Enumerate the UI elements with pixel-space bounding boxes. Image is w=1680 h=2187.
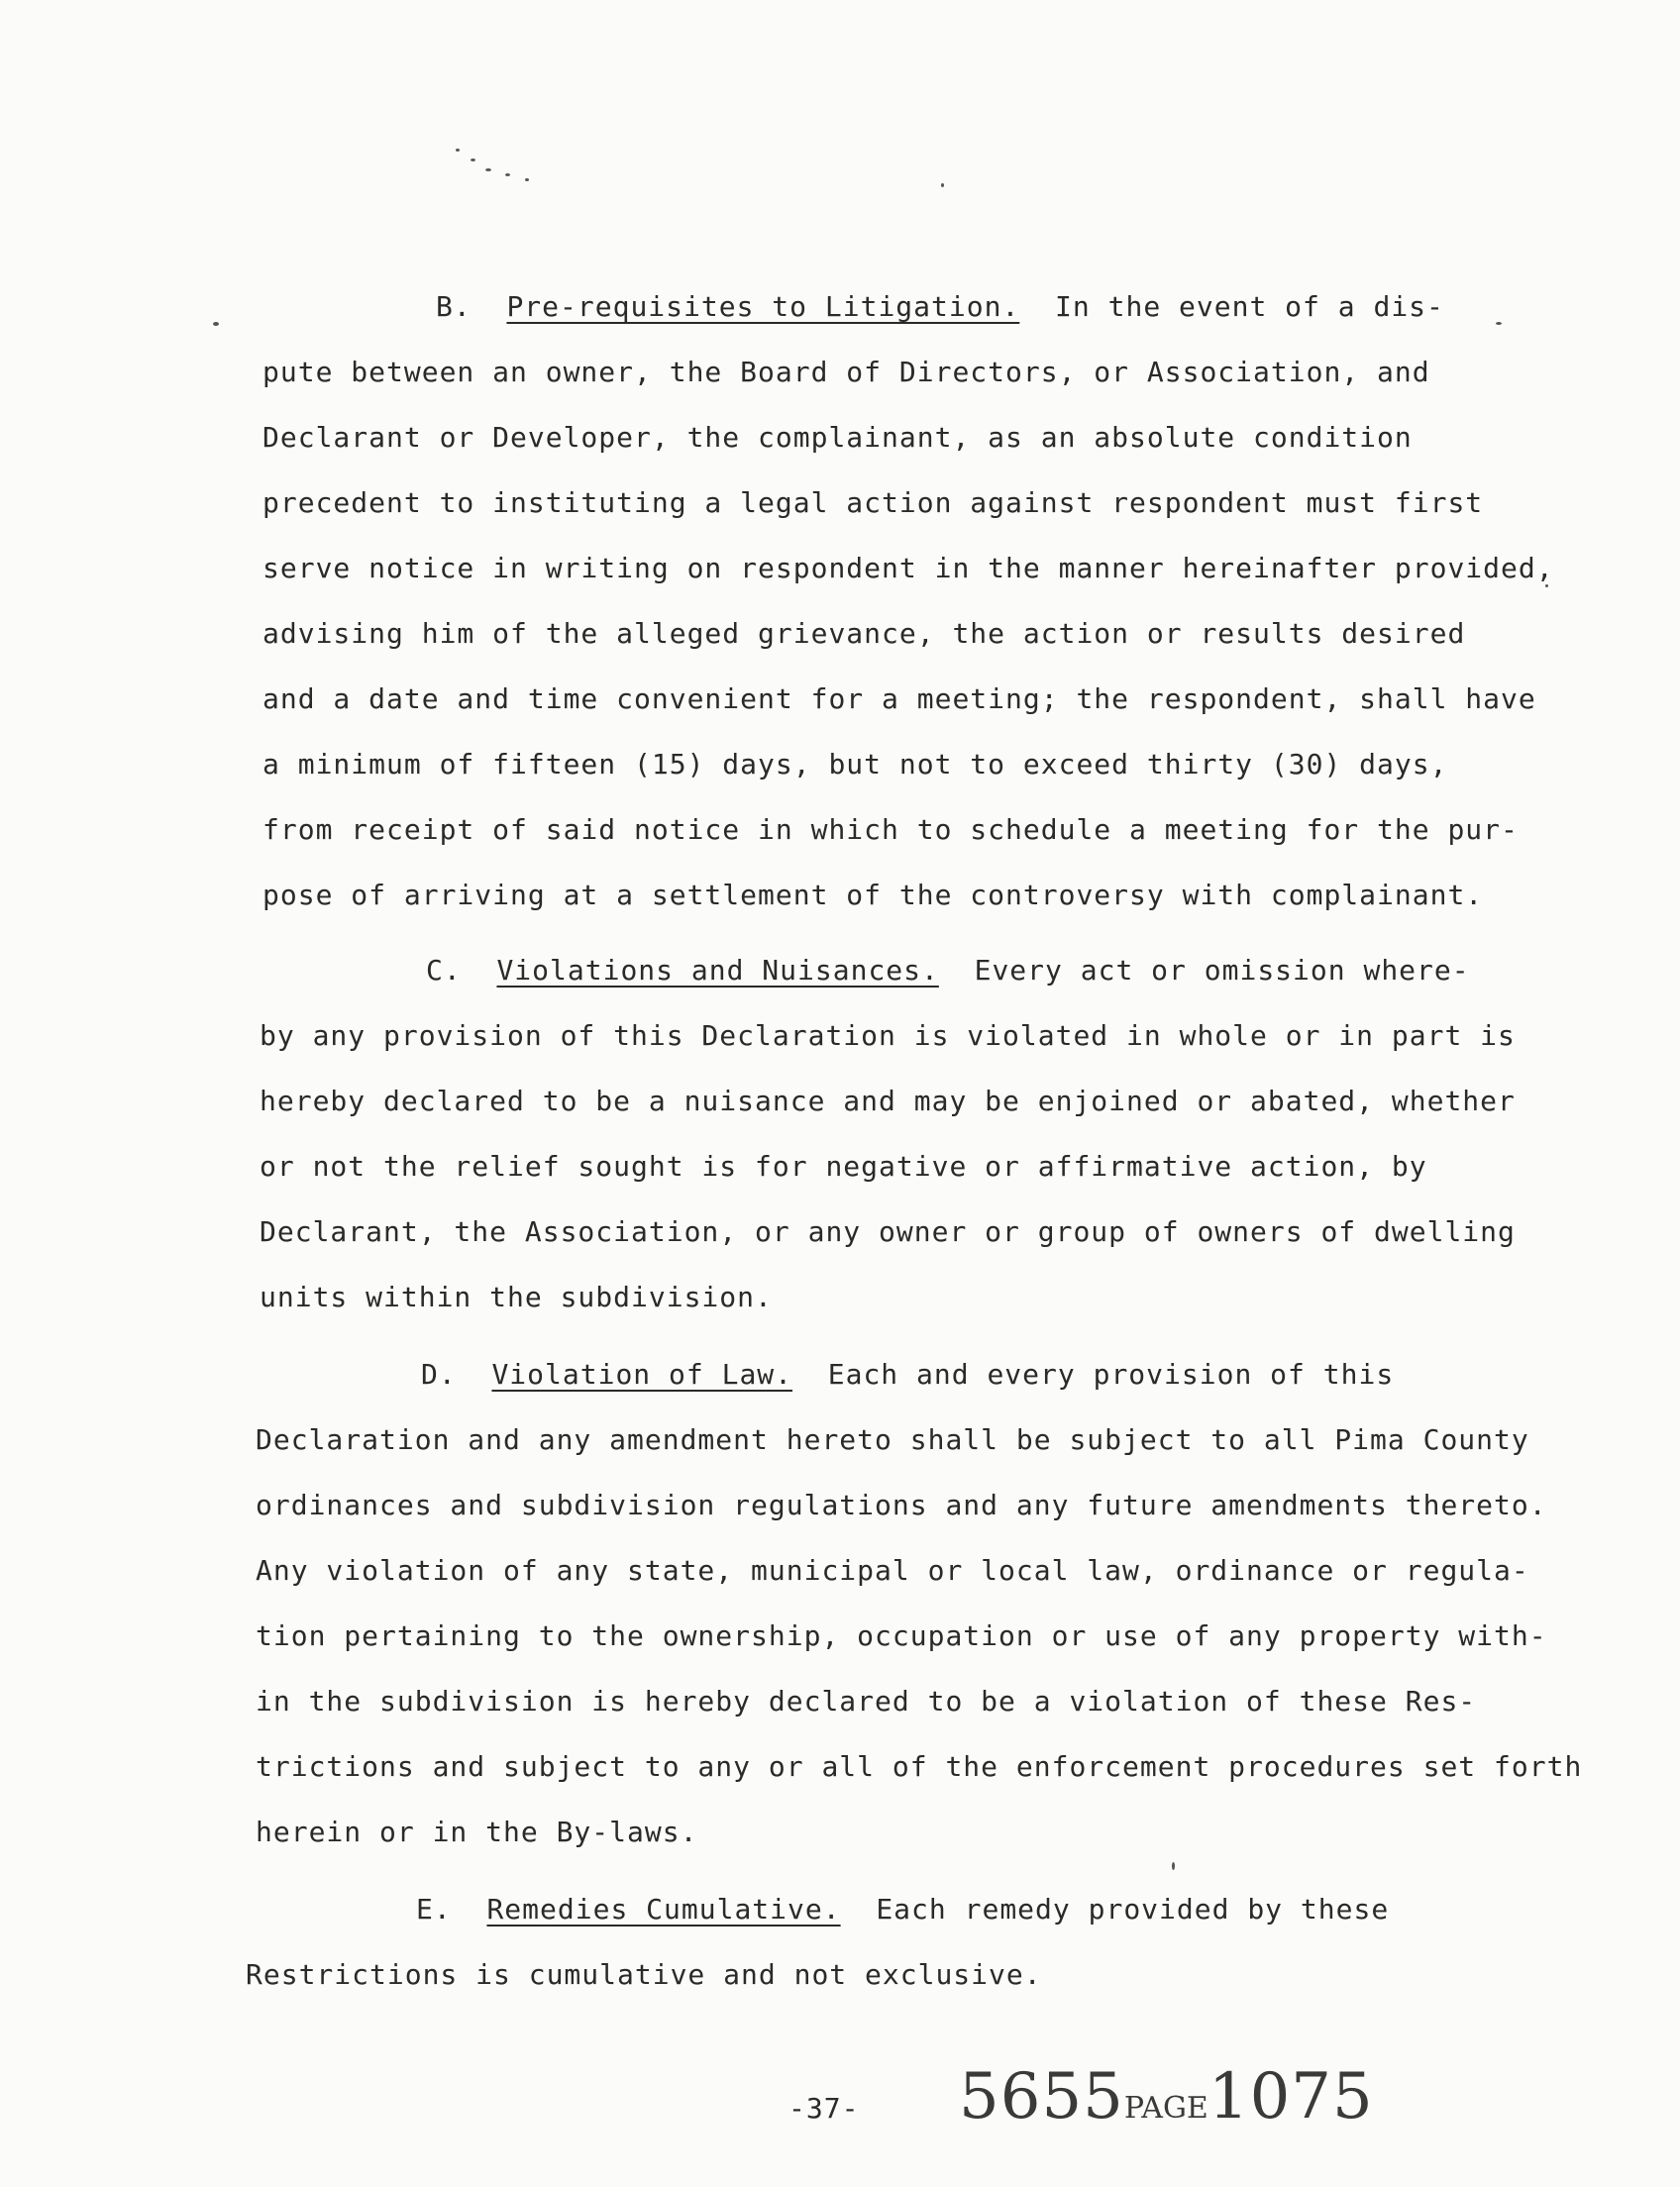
page-label: PAGE — [1123, 2091, 1208, 2126]
recording-stamp — [959, 2060, 1374, 2134]
section-d-line: Any violation of any state, municipal or local law, ordinance or regula- — [256, 1554, 1529, 1587]
section-e-line: Restrictions is cumulative and not exclusive. — [246, 1958, 1042, 1991]
scan-speck — [456, 149, 460, 152]
section-d-line: Declaration and any amendment hereto shall be subject to all Pima County — [256, 1423, 1529, 1456]
section-b-heading: Pre-requisites to Litigation. — [506, 290, 1020, 323]
section-c-line: hereby declared to be a nuisance and may be enjoined or abated, whether — [260, 1085, 1516, 1117]
scan-speck — [213, 322, 219, 326]
section-c-heading: Violations and Nuisances. — [496, 954, 939, 987]
recorded-page-number: 1075 — [1208, 2060, 1374, 2134]
section-e-heading-line — [416, 1892, 1389, 1927]
section-b-line: pose of arriving at a settlement of the controversy with complainant. — [262, 879, 1484, 911]
section-c-line: or not the relief sought is for negative or affirmative action, by — [260, 1150, 1427, 1183]
page-number: -37- — [788, 2092, 860, 2125]
scan-speck — [505, 173, 510, 176]
section-c-line: units within the subdivision. — [260, 1281, 773, 1313]
section-b-line: In the event of a dis- — [1055, 290, 1444, 323]
section-b-line: from receipt of said notice in which to schedule a meeting for the pur- — [262, 813, 1519, 846]
section-e-line: Each remedy provided by these — [876, 1893, 1390, 1926]
scan-speck — [471, 158, 475, 161]
scan-speck — [941, 183, 944, 187]
scan-speck — [525, 178, 529, 181]
section-b-line: advising him of the alleged grievance, the action or results desired — [262, 617, 1466, 650]
section-c-letter: C. — [426, 954, 462, 987]
book-number: 5655 — [959, 2060, 1124, 2134]
section-d-heading-line — [421, 1357, 1394, 1393]
section-b-heading-line — [436, 289, 1444, 325]
section-d-line: tion pertaining to the ownership, occupation or use of any property with- — [256, 1619, 1547, 1652]
section-c-line: Declarant, the Association, or any owner or group of owners of dwelling — [260, 1215, 1516, 1248]
section-b-line: serve notice in writing on respondent in the manner hereinafter provided, — [262, 552, 1554, 584]
section-b-line: a minimum of fifteen (15) days, but not to exceed thirty (30) days, — [262, 748, 1448, 781]
section-d-line: trictions and subject to any or all of the enforcement procedures set forth — [256, 1750, 1583, 1783]
section-d-line: in the subdivision is hereby declared to be a violation of these Res- — [256, 1685, 1477, 1718]
section-d-heading: Violation of Law. — [491, 1358, 793, 1391]
section-b-line: and a date and time convenient for a meeting; the respondent, shall have — [262, 682, 1536, 715]
section-e-heading: Remedies Cumulative. — [486, 1893, 841, 1926]
section-c-line: by any provision of this Declaration is violated in whole or in part is — [260, 1019, 1516, 1052]
section-c-line: Every act or omission where- — [974, 954, 1470, 987]
section-c-heading-line — [426, 953, 1470, 989]
scan-speck — [485, 168, 491, 171]
scan-speck — [1172, 1862, 1175, 1870]
section-d-line: Each and every provision of this — [827, 1358, 1395, 1391]
section-b-line: precedent to instituting a legal action against respondent must first — [262, 486, 1484, 519]
section-d-letter: D. — [421, 1358, 457, 1391]
section-d-line: ordinances and subdivision regulations and any future amendments thereto. — [256, 1489, 1547, 1521]
section-d-line: herein or in the By-laws. — [256, 1816, 698, 1848]
section-b-line: Declarant or Developer, the complainant, as an absolute condition — [262, 421, 1413, 454]
scan-speck — [1496, 322, 1502, 325]
section-b-line: pute between an owner, the Board of Directors, or Association, and — [262, 356, 1430, 388]
section-b-letter: B. — [436, 290, 472, 323]
section-e-letter: E. — [416, 1893, 452, 1926]
